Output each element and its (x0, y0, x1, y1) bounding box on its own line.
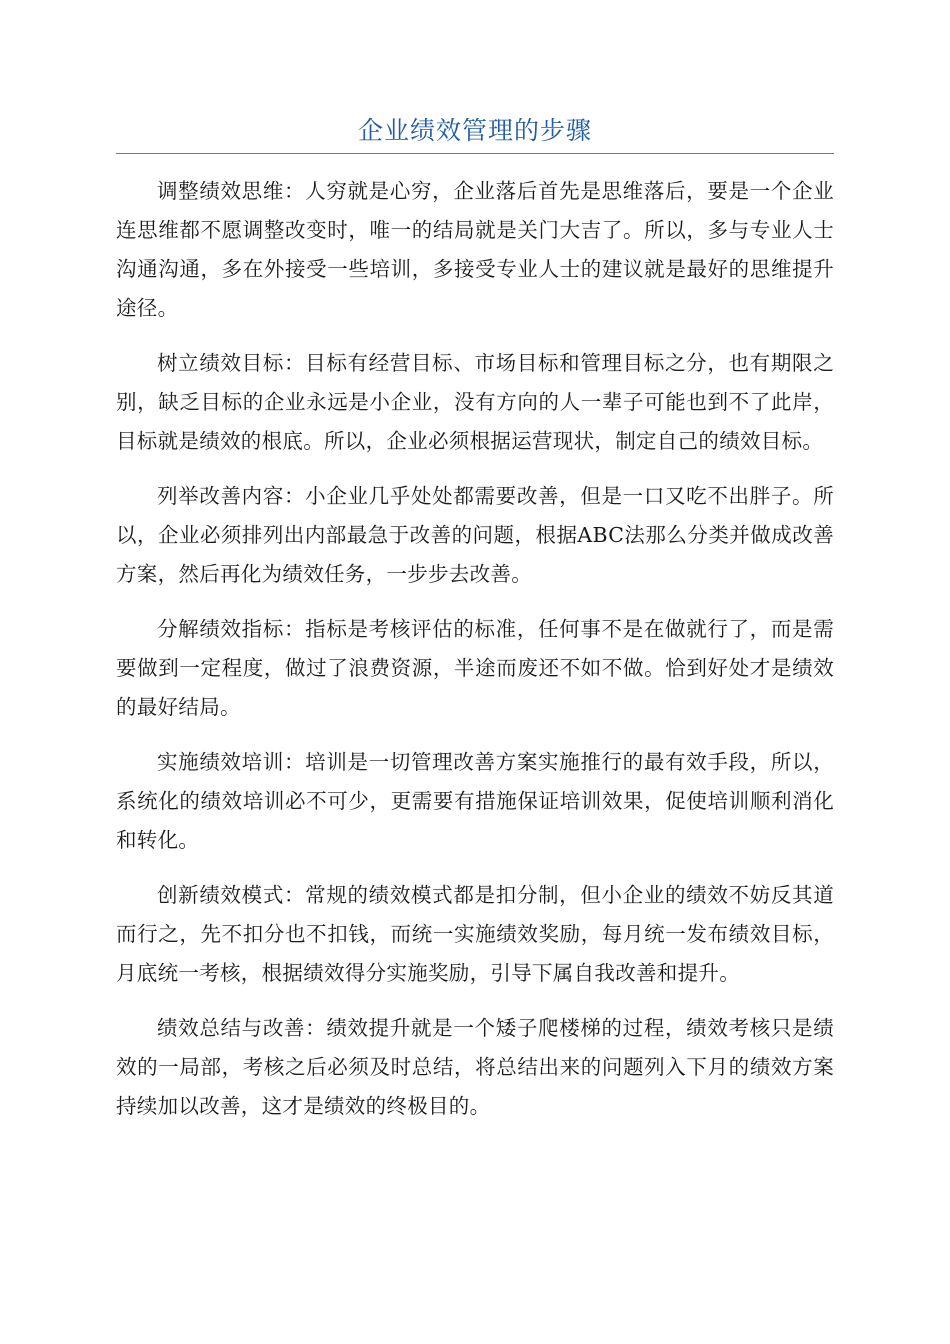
paragraph-adjust-thinking: 调整绩效思维：人穷就是心穷，企业落后首先是思维落后，要是一个企业连思维都不愿调整改变时，唯一的结局就是关门大吉了。所以，多与专业人士沟通沟通，多在外接受一些培训，多接受专业人士的建议就是最好的思维提升途径。 (116, 179, 834, 320)
paragraph-list-improvements: 列举改善内容：小企业几乎处处都需要改善，但是一口又吃不出胖子。所以，企业必须排列出内部最急于改善的问题，根据ABC法那么分类并做成改善方案，然后再化为绩效任务，一步步去改善。 (116, 484, 834, 586)
document-body (116, 172, 834, 1142)
document-title: 企业绩效管理的步骤 (357, 116, 592, 145)
paragraph-decompose-indicators: 分解绩效指标：指标是考核评估的标准，任何事不是在做就行了，而是需要做到一定程度，做过了浪费资源，半途而废还不如不做。恰到好处才是绩效的最好结局。 (116, 617, 834, 719)
title-underline (116, 153, 834, 154)
paragraph-summary-improvement: 绩效总结与改善：绩效提升就是一个矮子爬楼梯的过程，绩效考核只是绩效的一局部，考核之后必须及时总结，将总结出来的问题列入下月的绩效方案持续加以改善，这才是绩效的终极目的。 (116, 1016, 834, 1118)
paragraph-innovate-model: 创新绩效模式：常规的绩效模式都是扣分制，但小企业的绩效不妨反其道而行之，先不扣分也不扣钱，而统一实施绩效奖励，每月统一发布绩效目标，月底统一考核，根据绩效得分实施奖励，引导下属自我改善和提升。 (116, 883, 834, 985)
paragraph-implement-training: 实施绩效培训：培训是一切管理改善方案实施推行的最有效手段，所以，系统化的绩效培训必不可少，更需要有措施保证培训效果，促使培训顺利消化和转化。 (116, 750, 834, 852)
paragraph-set-goals: 树立绩效目标：目标有经营目标、市场目标和管理目标之分，也有期限之别，缺乏目标的企业永远是小企业，没有方向的人一辈子可能也到不了此岸，目标就是绩效的根底。所以，企业必须根据运营现状，制定自己的绩效目标。 (116, 351, 834, 453)
